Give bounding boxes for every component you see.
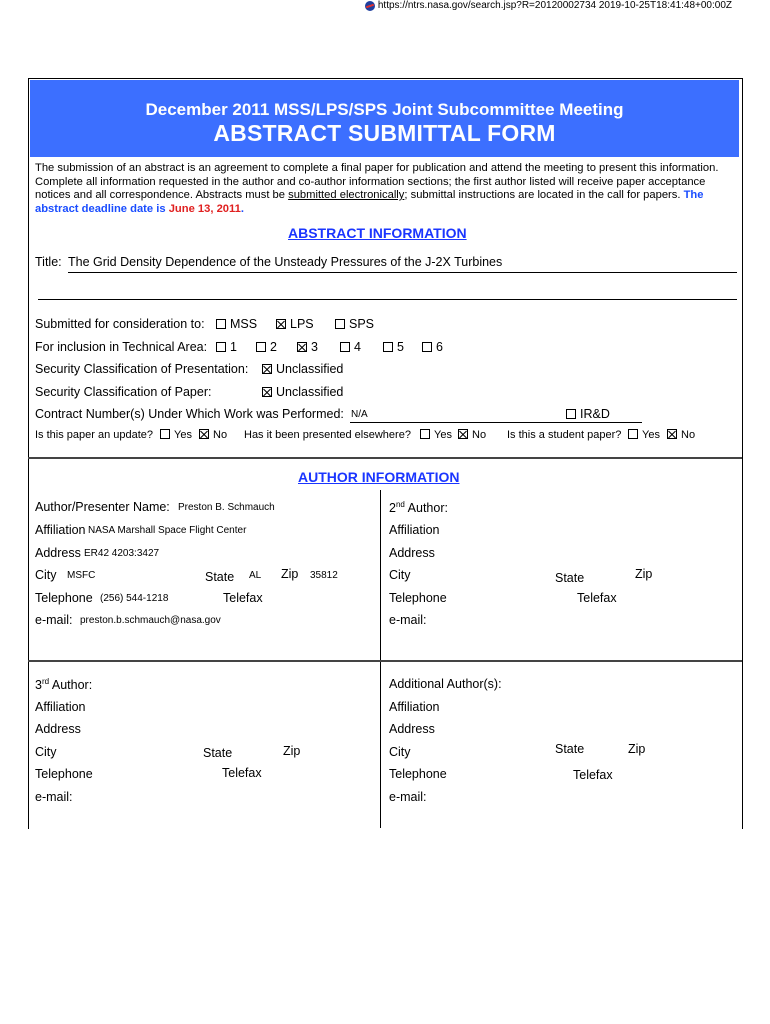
checked-box-icon[interactable] bbox=[262, 387, 272, 397]
intro-text-2: ; submittal instructions are located in the call for papers. bbox=[404, 189, 684, 201]
second-city-label: City bbox=[389, 568, 411, 582]
additional-telefax-label: Telefax bbox=[573, 768, 613, 782]
second-address-label: Address bbox=[389, 546, 435, 560]
checkbox-icon[interactable] bbox=[160, 429, 170, 439]
deadline-period: . bbox=[240, 202, 244, 215]
additional-email-label: e-mail: bbox=[389, 790, 427, 804]
title-label: Title: bbox=[35, 255, 62, 269]
second-state-label: State bbox=[555, 571, 585, 585]
update-no[interactable]: No bbox=[199, 429, 227, 441]
checkbox-sec-presentation[interactable]: Unclassified bbox=[262, 362, 343, 376]
title-underline bbox=[68, 272, 737, 273]
checkbox-icon[interactable] bbox=[628, 429, 638, 439]
additional-telephone-label: Telephone bbox=[389, 767, 447, 781]
address-label: Address bbox=[35, 546, 81, 560]
author-column-divider-2 bbox=[380, 662, 381, 828]
consideration-label: Submitted for consideration to: bbox=[35, 317, 205, 331]
checkbox-icon[interactable] bbox=[420, 429, 430, 439]
second-telefax-label: Telefax bbox=[577, 591, 617, 605]
checkbox-sps[interactable]: SPS bbox=[335, 317, 374, 331]
section-divider bbox=[28, 457, 742, 459]
checked-box-icon[interactable] bbox=[262, 364, 272, 374]
student-question: Is this a student paper? bbox=[507, 429, 622, 441]
checkbox-icon[interactable] bbox=[216, 319, 226, 329]
checkbox-icon[interactable] bbox=[340, 342, 350, 352]
contract-label: Contract Number(s) Under Which Work was Performed: bbox=[35, 407, 344, 421]
additional-affiliation-label: Affiliation bbox=[389, 700, 440, 714]
presenter-label: Author/Presenter Name: bbox=[35, 500, 170, 514]
title-value[interactable]: The Grid Density Dependence of the Unsteady Pressures of the J-2X Turbines bbox=[68, 255, 503, 269]
affiliation-label: Affiliation bbox=[35, 523, 86, 537]
sec-presentation-label: Security Classification of Presentation: bbox=[35, 362, 249, 376]
third-affiliation-label: Affiliation bbox=[35, 700, 86, 714]
zip-label: Zip bbox=[281, 567, 299, 581]
affiliation-value[interactable]: NASA Marshall Space Flight Center bbox=[88, 525, 247, 536]
additional-address-label: Address bbox=[389, 722, 435, 736]
city-label: City bbox=[35, 568, 57, 582]
intro-underlined: submitted electronically bbox=[288, 189, 405, 201]
checkbox-rnd[interactable]: IR&D bbox=[566, 407, 610, 421]
checkbox-icon[interactable] bbox=[256, 342, 266, 352]
update-question: Is this paper an update? bbox=[35, 429, 154, 441]
checkbox-lps[interactable]: LPS bbox=[276, 317, 314, 331]
presented-no[interactable]: No bbox=[458, 429, 486, 441]
third-author-label: 3rd Author: bbox=[35, 677, 93, 693]
checkbox-icon[interactable] bbox=[216, 342, 226, 352]
student-yes[interactable]: Yes bbox=[628, 429, 660, 441]
additional-zip-label: Zip bbox=[628, 742, 646, 756]
checkbox-mss[interactable]: MSS bbox=[216, 317, 257, 331]
checkbox-icon[interactable] bbox=[383, 342, 393, 352]
author-info-heading: AUTHOR INFORMATION bbox=[298, 469, 460, 485]
city-value[interactable]: MSFC bbox=[67, 570, 96, 581]
student-no[interactable]: No bbox=[667, 429, 695, 441]
additional-city-label: City bbox=[389, 745, 411, 759]
abstract-info-heading: ABSTRACT INFORMATION bbox=[288, 225, 467, 241]
state-value[interactable]: AL bbox=[249, 570, 262, 581]
address-value[interactable]: ER42 4203:3427 bbox=[84, 548, 160, 559]
contract-value[interactable]: N/A bbox=[351, 409, 368, 420]
contract-underline bbox=[350, 422, 642, 423]
author-column-divider bbox=[380, 490, 381, 660]
telephone-label: Telephone bbox=[35, 591, 93, 605]
checkbox-area-5[interactable]: 5 bbox=[383, 340, 404, 354]
checkbox-area-3[interactable]: 3 bbox=[297, 340, 318, 354]
source-url-text: https://ntrs.nasa.gov/search.jsp?R=20120002734 2019-10-25T18:41:48+00:00Z bbox=[377, 0, 732, 11]
third-address-label: Address bbox=[35, 722, 81, 736]
presenter-name[interactable]: Preston B. Schmauch bbox=[178, 502, 275, 513]
additional-state-label: State bbox=[555, 742, 585, 756]
email-value[interactable]: preston.b.schmauch@nasa.gov bbox=[80, 615, 221, 626]
checked-box-icon[interactable] bbox=[667, 429, 677, 439]
title-underline-2 bbox=[38, 299, 737, 300]
checkbox-icon[interactable] bbox=[335, 319, 345, 329]
form-title: ABSTRACT SUBMITTAL FORM bbox=[213, 120, 556, 146]
meeting-subtitle: December 2011 MSS/LPS/SPS Joint Subcommittee Meeting bbox=[145, 100, 624, 119]
third-telefax-label: Telefax bbox=[222, 766, 262, 780]
checkbox-icon[interactable] bbox=[566, 409, 576, 419]
checked-box-icon[interactable] bbox=[276, 319, 286, 329]
author-row-divider bbox=[28, 660, 742, 662]
second-zip-label: Zip bbox=[635, 567, 653, 581]
update-yes[interactable]: Yes bbox=[160, 429, 192, 441]
intro-text-1: The submission of an abstract is an agreement to complete a final paper for publication and attend the meeting to present this information. Complete all information requested in the author and co-author information sections; the first author listed will receive paper acceptance notices and all correspondence. Abstracts must be bbox=[35, 162, 719, 201]
checked-box-icon[interactable] bbox=[199, 429, 209, 439]
checked-box-icon[interactable] bbox=[297, 342, 307, 352]
checked-box-icon[interactable] bbox=[458, 429, 468, 439]
checkbox-area-4[interactable]: 4 bbox=[340, 340, 361, 354]
telephone-value[interactable]: (256) 544-1218 bbox=[100, 593, 169, 604]
tech-area-label: For inclusion in Technical Area: bbox=[35, 340, 208, 354]
deadline-label: The abstract deadline date is bbox=[35, 189, 704, 215]
nasa-logo-icon bbox=[365, 1, 375, 11]
presented-question: Has it been presented elsewhere? bbox=[244, 429, 411, 441]
sec-paper-label: Security Classification of Paper: bbox=[35, 385, 212, 399]
third-city-label: City bbox=[35, 745, 57, 759]
second-telephone-label: Telephone bbox=[389, 591, 447, 605]
source-url[interactable] bbox=[365, 0, 732, 11]
checkbox-area-2[interactable]: 2 bbox=[256, 340, 277, 354]
email-label: e-mail: bbox=[35, 613, 73, 627]
telefax-label: Telefax bbox=[223, 591, 263, 605]
second-affiliation-label: Affiliation bbox=[389, 523, 440, 537]
checkbox-area-1[interactable]: 1 bbox=[216, 340, 237, 354]
third-state-label: State bbox=[203, 746, 233, 760]
third-email-label: e-mail: bbox=[35, 790, 73, 804]
deadline-date: June 13, 2011 bbox=[168, 202, 241, 215]
checkbox-area-6[interactable]: 6 bbox=[422, 340, 443, 354]
additional-authors-label: Additional Author(s): bbox=[389, 677, 502, 691]
state-label: State bbox=[205, 570, 235, 584]
second-email-label: e-mail: bbox=[389, 613, 427, 627]
third-zip-label: Zip bbox=[283, 744, 301, 758]
intro-paragraph bbox=[35, 162, 735, 216]
third-telephone-label: Telephone bbox=[35, 767, 93, 781]
second-author-label: 2nd Author: bbox=[389, 500, 448, 516]
presented-yes[interactable]: Yes bbox=[420, 429, 452, 441]
checkbox-sec-paper[interactable]: Unclassified bbox=[262, 385, 343, 399]
zip-value[interactable]: 35812 bbox=[310, 570, 338, 581]
form-banner bbox=[30, 80, 739, 157]
checkbox-icon[interactable] bbox=[422, 342, 432, 352]
